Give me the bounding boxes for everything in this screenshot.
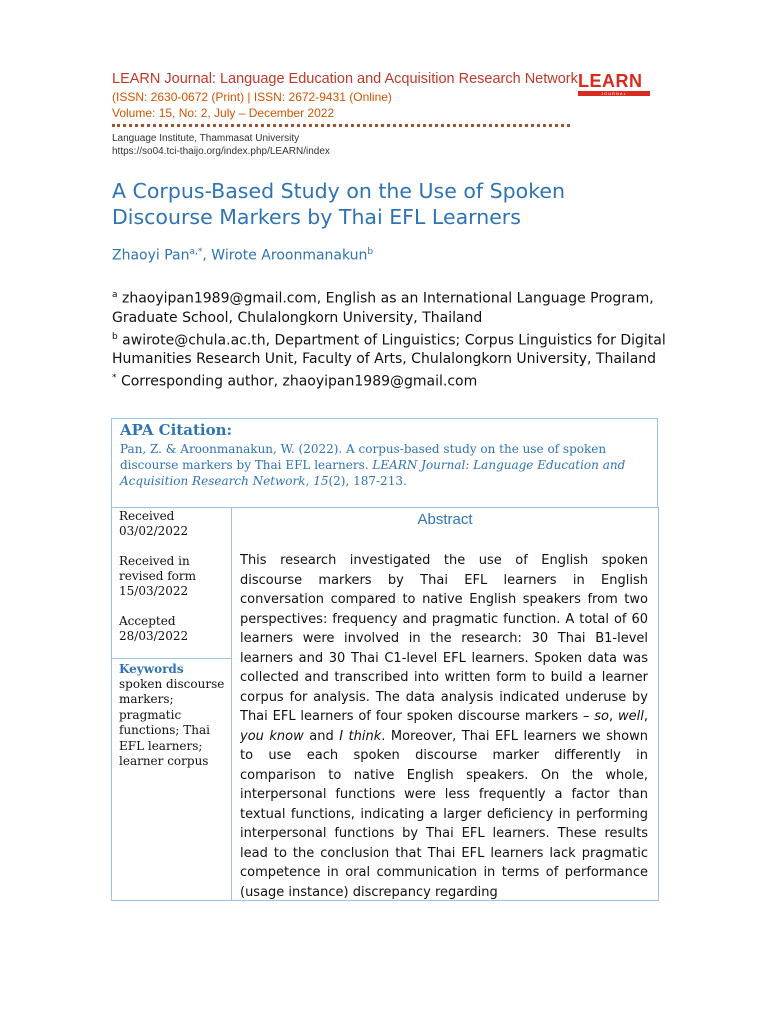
revised-date: 15/03/2022 (119, 584, 189, 598)
affiliation-a (112, 286, 672, 328)
learn-logo (578, 72, 650, 96)
revised-block (119, 554, 229, 599)
paper-title: A Corpus-Based Study on the Use of Spoken Discourse Markers by Thai EFL Learners (112, 179, 565, 229)
issn-line: (ISSN: 2630-0672 (Print) | ISSN: 2672-9431 (Online) (112, 90, 392, 104)
author-name: Zhaoyi Pan (112, 247, 190, 264)
journal-name: LEARN Journal: Language Education and Acquisition Research Network (112, 71, 578, 87)
keywords-heading: Keywords (119, 662, 184, 676)
abstract-part: This research investigated the use of English spoken discourse markers by Thai EFL learners in English conversation compared to native English speakers from two perspectives: frequency and pragmatic function. A total of 60 learners were involved in the research: 30 Thai B1-level learners and 30 Thai C1-level EFL learners. Spoken data was collected and transcribed into written form to build a learner corpus for analysis. The data analysis indicated underuse by Thai EFL learners of four spoken discourse markers – (240, 553, 648, 724)
abstract-part: , (609, 709, 619, 724)
apa-tail: (2), 187-213. (328, 474, 407, 488)
revised-label: Received in revised form (119, 554, 196, 583)
apa-citation-box (111, 418, 658, 508)
accepted-label: Accepted (119, 614, 176, 628)
article-dates (119, 509, 229, 659)
received-label: Received (119, 509, 175, 523)
affil-marker: b (112, 331, 118, 342)
received-block (119, 509, 229, 539)
affil-text: Corresponding author, zhaoyipan1989@gmail.com (116, 373, 478, 390)
logo-text: LEARN (578, 71, 643, 91)
received-date: 03/02/2022 (119, 524, 189, 538)
affil-marker: a (112, 290, 118, 300)
column-divider (231, 507, 232, 900)
affiliations (112, 286, 672, 392)
discourse-marker: I think (339, 728, 382, 744)
journal-url[interactable]: https://so04.tci-thaijo.org/index.php/LEARN/index (112, 146, 330, 157)
affil-marker: * (112, 373, 117, 384)
institute-line: Language Institute, Thammasat University (112, 133, 300, 144)
accepted-block (119, 614, 229, 644)
affil-text: awirote@chula.ac.th, Department of Linguistics; Corpus Linguistics for Digital Humanities Research Unit, Faculty of Arts, Chulalongkorn University, Thailand (112, 332, 666, 368)
author-superscript: a,* (189, 247, 203, 257)
corresponding-author (112, 369, 672, 392)
discourse-marker: you know (240, 728, 304, 744)
abstract-heading: Abstract (417, 511, 473, 528)
apa-citation-text (120, 441, 650, 489)
apa-journal: LEARN Journal: Language Education and Acquisition Research Network (120, 458, 626, 488)
apa-text: Pan, Z. & Aroonmanakun, W. (2022). A corpus-based study on the use of spoken discourse markers by Thai EFL learners. (120, 442, 607, 472)
logo-subtext: JOURNAL (578, 91, 650, 96)
discourse-marker: well (618, 709, 644, 724)
abstract-part: and (303, 728, 340, 744)
article-info-table (111, 507, 659, 901)
apa-volume: 15 (313, 474, 329, 488)
abstract-part: . Moreover, Thai EFL learners we shown to use each spoken discourse marker differently in comparison to native English speakers. On the whole, interpersonal functions were less frequently a factor than textual functions, indicating a larger deficiency in performing interpersonal functions by Thai EFL learners. These results lead to the conclusion that Thai EFL learners lack pragmatic competence in oral communication in terms of performance (usage instance) discrepancy regarding (240, 728, 648, 899)
affil-text: zhaoyipan1989@gmail.com, English as an International Language Program, Graduate School, Chulalongkorn University, Thailand (112, 290, 654, 326)
dotted-divider (112, 124, 570, 127)
author-superscript: b (367, 247, 374, 257)
apa-sep: , (305, 474, 314, 488)
discourse-marker: so (594, 709, 609, 724)
accepted-date: 28/03/2022 (119, 629, 189, 643)
abstract-part: , (643, 709, 648, 724)
author-separator: , (202, 247, 212, 264)
volume-line: Volume: 15, No: 2, July – December 2022 (112, 106, 335, 120)
author-line (112, 247, 373, 264)
affiliation-b (112, 328, 672, 370)
author-name: Wirote Aroonmanakun (211, 247, 368, 264)
keywords-text: spoken discourse markers; pragmatic functions; Thai EFL learners; learner corpus (119, 677, 225, 769)
abstract-text (240, 551, 648, 899)
apa-heading: APA Citation: (120, 421, 233, 439)
